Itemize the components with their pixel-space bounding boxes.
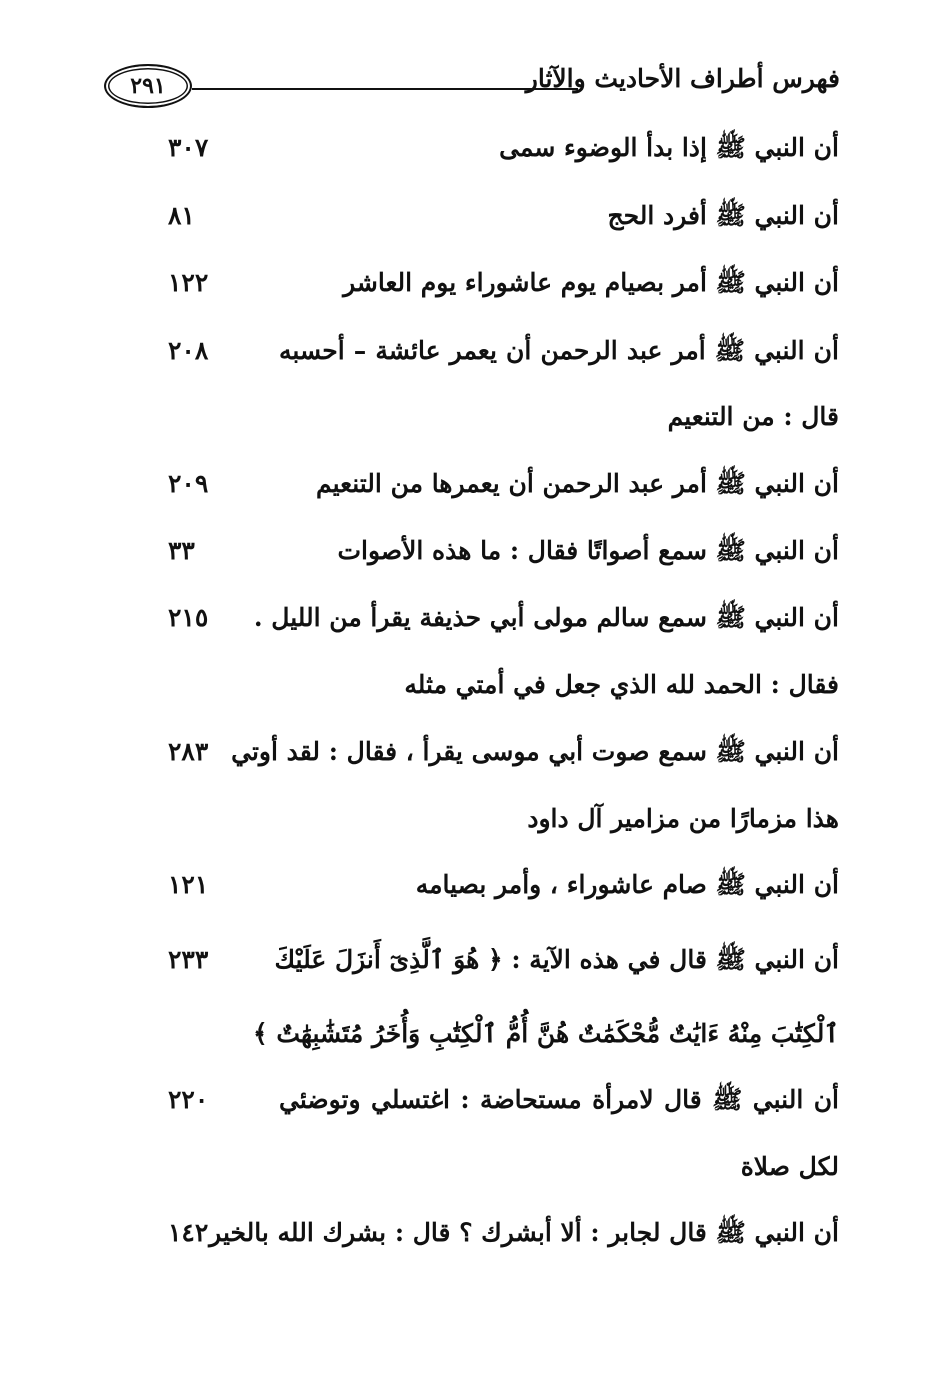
entry-page-number: ١٢٢	[168, 268, 209, 297]
header-title: فهرس أطراف الأحاديث والآثار	[525, 64, 840, 93]
entry-text-line: لكل صلاة	[740, 1152, 839, 1181]
entry-text-line: أن النبي ﷺ سمع صوت أبي موسى يقرأ ، فقال : لقد أوتي	[231, 737, 839, 766]
entry-page-number: ٢٨٣	[168, 737, 209, 766]
entry-text-line: أن النبي ﷺ قال لجابر : ألا أبشرك ؟ قال : بشرك الله بالخير	[209, 1218, 839, 1247]
entry-page-number: ٢٢٠	[168, 1085, 209, 1114]
entry-page-number: ٣٣	[168, 536, 195, 565]
entry-text-line: أن النبي ﷺ قال لامرأة مستحاضة : اغتسلي وتوضئي	[279, 1085, 839, 1114]
entry-page-number: ٢٣٣	[168, 945, 209, 974]
entry-page-number: ٢٠٨	[168, 336, 209, 365]
entry-text-line: قال : من التنعيم	[667, 402, 839, 431]
page-number: ٢٩١	[130, 73, 166, 99]
entry-text-line: هذا مزمارًا من مزامير آل داود	[527, 804, 839, 833]
entry-text-line: أن النبي ﷺ قال في هذه الآية : ﴿ هُوَ ٱلَّذِىٓ أَنزَلَ عَلَيْكَ	[274, 945, 839, 974]
entry-text-line: أن النبي ﷺ إذا بدأ الوضوء سمى	[499, 133, 839, 162]
entry-text-line: فقال : الحمد لله الذي جعل في أمتي مثله	[404, 670, 839, 699]
entry-text-line: أن النبي ﷺ صام عاشوراء ، وأمر بصيامه	[415, 870, 839, 899]
header-rule	[192, 88, 578, 90]
entry-page-number: ٢٠٩	[168, 469, 209, 498]
entry-text-line: أن النبي ﷺ أمر عبد الرحمن أن يعمر عائشة – أحسبه	[279, 336, 839, 365]
entry-text-line: أن النبي ﷺ أمر بصيام يوم عاشوراء يوم العاشر	[343, 268, 839, 297]
entry-text-line: أن النبي ﷺ سمع سالم مولى أبي حذيفة يقرأ من الليل .	[253, 603, 839, 632]
entry-page-number: ٣٠٧	[168, 133, 209, 162]
entry-page-number: ١٢١	[168, 870, 209, 899]
entry-text-line: ٱلْكِتَٰبَ مِنْهُ ءَايَٰتٌ مُّحْكَمَٰتٌ هُنَّ أُمُّ ٱلْكِتَٰبِ وَأُخَرُ مُتَشَٰبِهَٰتٌ ﴾	[253, 1019, 839, 1048]
page-header	[100, 58, 840, 114]
entry-page-number: ٨١	[168, 201, 195, 230]
entry-text-line: أن النبي ﷺ أفرد الحج	[607, 201, 839, 230]
page-number-badge	[104, 64, 192, 108]
entry-text-line: أن النبي ﷺ أمر عبد الرحمن أن يعمرها من التنعيم	[315, 469, 839, 498]
entry-page-number: ٢١٥	[168, 603, 209, 632]
entry-page-number: ١٤٢	[168, 1218, 209, 1247]
entry-text-line: أن النبي ﷺ سمع أصواتًا فقال : ما هذه الأصوات	[337, 536, 839, 565]
